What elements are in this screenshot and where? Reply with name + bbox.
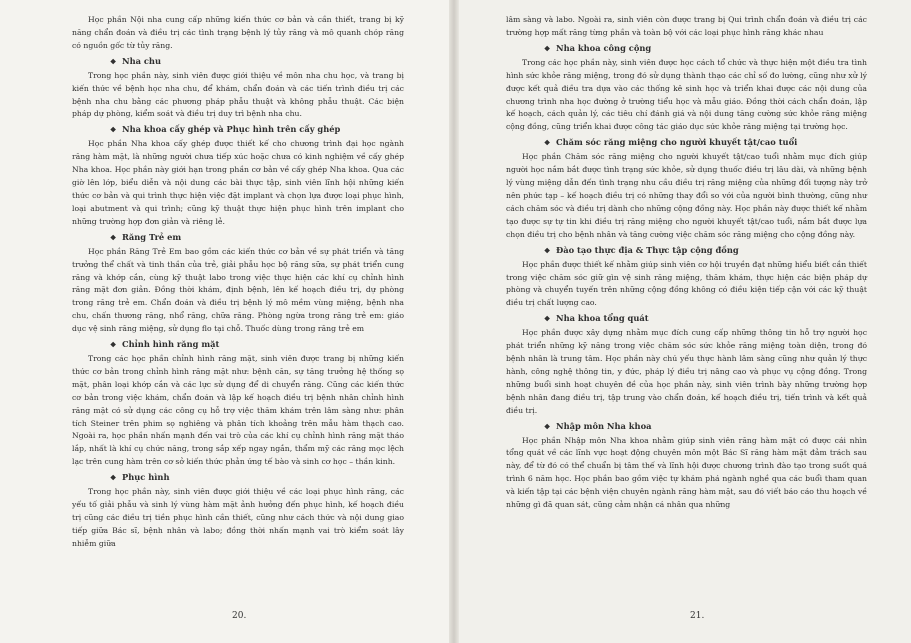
section-heading-rang-tre-em: ❖ Răng Trẻ em (72, 230, 404, 245)
diamond-bullet-icon: ❖ (544, 43, 551, 53)
section-heading-khuyet-tat: ❖ Chăm sóc răng miệng cho người khuyết tật/cao tuổi (506, 135, 867, 150)
diamond-bullet-icon: ❖ (110, 473, 117, 483)
left-intro: Học phần Nội nha cung cấp những kiến thức cơ bản và cần thiết, trang bị kỹ năng chẩn đoán và điều trị các tình trạng bệnh lý tủy răng và mô quanh chóp răng có nguồn gốc từ tủy răng. (72, 15, 404, 50)
section-heading-nha-chu: ❖ Nha chu (72, 54, 404, 69)
left-page (0, 0, 452, 643)
diamond-bullet-icon: ❖ (544, 314, 551, 324)
section-heading-phuc-hinh: ❖ Phục hình (72, 470, 404, 485)
section-body-thuc-dia: Học phần được thiết kế nhằm giúp sinh viên cơ hội truyền đạt những hiểu biết cần thiết trong việc chăm sóc giữ gìn vệ sinh răng miệng, thăm khám, thực hiện các biện pháp dự phòng và chuyển tuyến trên những cộng đồng không có điều kiện tiếp cận với các kỹ thuật điều trị chất lượng cao. (506, 259, 867, 308)
page-number-right: 21. (690, 611, 705, 621)
section-body-cay-ghep: Học phần Nha khoa cấy ghép được thiết kế cho chương trình đại học ngành răng hàm mặt, là những người chưa tiếp xúc hoặc chưa có kinh nghiệm về cấy ghép Nha khoa. Học phần này giới hạn trong phần cơ bản về cấy ghép Nha khoa. Qua các giờ lên lớp, biểu diễn và nội dung các bài thực tập, sinh viên lĩnh hội những kiến thức cơ bản và qui trình thực hiện việc đặt implant và chọn lựa được loại phục hình, loại abutment và qui trình; cũng kỹ thuật thực hiện phục hình trên implant cho những trường hợp đơn giản và riêng lẻ. (72, 139, 404, 226)
section-heading-cong-cong: ❖ Nha khoa công cộng (506, 41, 867, 56)
section-heading-chinh-hinh: ❖ Chỉnh hình răng mặt (72, 337, 404, 352)
section-heading-nhap-mon: ❖ Nhập môn Nha khoa (506, 419, 867, 434)
section-body-cong-cong: Trong các học phần này, sinh viên được học cách tổ chức và thực hiện một điều tra tình hình sức khỏe răng miệng, trong đó sử dụng thành thạo các chỉ số đo lường, cũng như xử lý được kết quả điều tra dựa vào các thống kê sinh học và triển khai được các nội dung của chương trình nha học đường ở trường tiểu học và mẫu giáo. Đồng thời cách chẩn đoán, lập kế hoạch, cách quản lý, các tiêu chí đánh giá và nội dung tăng cường sức khỏe răng miệng cộng đồng, cũng triển khai được công tác giáo dục sức khỏe răng miệng tại trường học. (506, 57, 867, 132)
section-body-nha-chu: Trong học phần này, sinh viên được giới thiệu về môn nha chu học, và trang bị kiến thức về bệnh học nha chu, để khám, chẩn đoán và các tiến trình điều trị các bệnh nha chu bằng các phương pháp phẫu thuật và không phẫu thuật. Các biện pháp dự phòng, kiểm soát và điều trị duy trì bệnh nha chu. (72, 70, 404, 119)
diamond-bullet-icon: ❖ (110, 232, 117, 242)
section-heading-cay-ghep: ❖ Nha khoa cấy ghép và Phục hình trên cấy ghép (72, 122, 404, 137)
right-intro: lâm sàng và labo. Ngoài ra, sinh viên còn được trang bị Qui trình chẩn đoán và điều trị các trường hợp mất răng từng phần và toàn bộ với các loại phục hình răng khác nhau (506, 15, 867, 37)
diamond-bullet-icon: ❖ (110, 125, 117, 135)
section-body-phuc-hinh: Trong học phần này, sinh viên được giới thiệu về các loại phục hình răng, các yếu tố giải phẫu và sinh lý vùng hàm mặt ảnh hưởng đến phục hình, kế hoạch điều trị cũng các điều trị tiền phục hình cần thiết, cũng như cách thức và nội dung giao tiếp giữa Bác sĩ, bệnh nhân và labo; đồng thời nhấn mạnh vai trò kiểm soát lây nhiễm giữa (72, 487, 404, 548)
diamond-bullet-icon: ❖ (544, 245, 551, 255)
section-heading-thuc-dia: ❖ Đào tạo thực địa & Thực tập cộng đồng (506, 243, 867, 258)
right-page (452, 0, 911, 643)
section-body-khuyet-tat: Học phần Chăm sóc răng miệng cho người khuyết tật/cao tuổi nhằm mục đích giúp người học nắm bắt được tình trạng sức khỏe, sử dụng thuốc điều trị lâu dài, và những bệnh lý vùng miệng dẫn đến tình trạng nhu cầu điều trị răng miệng của những đối tượng này trở nên phức tạp – kế hoạch điều trị có những thay đổi so với của người bình thường, cũng như cách chăm sóc và điều trị dành cho những cộng đồng này. Học phần này được thiết kế nhằm tạo được sự tự tin khi điều trị răng miệng cho người khuyết tật/cao tuổi, nắm bắt được lựa chọn điều trị cho bệnh nhân và tăng cường việc chăm sóc răng miệng cho cộng đồng này. (506, 152, 867, 239)
diamond-bullet-icon: ❖ (110, 340, 117, 350)
section-body-rang-tre-em: Học phần Răng Trẻ Em bao gồm các kiến thức cơ bản về sự phát triển và tăng trưởng thể chất và tinh thần của trẻ, giải phẫu học bộ răng sữa, sự phát triển cung răng và khớp cắn, cùng kỹ thuật labo trong việc thực hiện các khí cụ chỉnh hình răng mặt đơn giản. Đồng thời khám, định bệnh, lên kế hoạch điều trị, dự phòng trong răng trẻ em. Chẩn đoán và điều trị bệnh lý mô mềm vùng miệng, bệnh nha chu, chấn thương răng, nhổ răng, chữa răng. Phòng ngừa trong răng trẻ em: giáo dục vệ sinh răng miệng, sử dụng flo tại chỗ. Thuốc dùng trong răng trẻ em (72, 246, 404, 334)
section-body-chinh-hinh: Trong các học phần chỉnh hình răng mặt, sinh viên được trang bị những kiến thức cơ bản trong chỉnh hình răng mặt như: bệnh căn, sự tăng trưởng hệ thống sọ mặt, phân loại khớp cắn và các lực sử dụng để di chuyển răng. Cũng các kiến thức cơ bản trong việc khám, chẩn đoán và lập kế hoạch điều trị bệnh nhân chỉnh hình răng mặt có sử dụng các công cụ hỗ trợ việc thăm khám trên lâm sàng như: phân tích Steiner trên phim sọ nghiêng và phân tích khoảng trên mẫu hàm thạch cao. Ngoài ra, học phần nhấn mạnh đến vai trò của các khí cụ chỉnh hình răng mặt tháo lắp, nhất là khí cụ chức năng, trong sắp xếp ngay ngắn, thẩm mỹ các răng mọc lệch lạc trên cung hàm trên cơ sở kiến thức phản ứng tế bào và sinh cơ học – thần kinh. (72, 354, 404, 467)
book-gutter (449, 0, 459, 643)
page-number-left: 20. (232, 611, 247, 621)
diamond-bullet-icon: ❖ (544, 421, 551, 431)
diamond-bullet-icon: ❖ (544, 138, 551, 148)
section-heading-tong-quat: ❖ Nha khoa tổng quát (506, 311, 867, 326)
section-body-nhap-mon: Học phần Nhập môn Nha khoa nhằm giúp sinh viên răng hàm mặt có được cái nhìn tổng quát về các lĩnh vực hoạt động chuyên môn một Bác Sĩ răng hàm mặt đảm trách sau này, để từ đó có thể chuẩn bị tâm thế và lĩnh hội được chương trình đào tạo trong suốt quá trình 6 năm học. Học phần bao gồm việc tự khám phá ngành nghề qua các buổi tham quan và kiến tập tại các bệnh viện chuyên ngành răng hàm mặt, sau đó viết báo cáo thu hoạch về những gì đã quan sát, cũng cảm nhận cá nhân qua những (506, 435, 867, 510)
section-body-tong-quat: Học phần được xây dựng nhằm mục đích cung cấp những thông tin hỗ trợ người học phát triển những kỹ năng trong việc chăm sóc sức khỏe răng miệng toàn diện, trong đó bệnh nhân là trung tâm. Học phần này chú yếu thực hành lâm sàng cũng như quản lý thực hành, công nghệ thông tin, y đức, pháp lý điều trị nâng cao và phục vụ cộng đồng. Trong những buổi sinh hoạt chuyên đề của học phần này, sinh viên trình bày những trường hợp bệnh nhân đang điều trị, tập trung vào chẩn đoán, kế hoạch điều trị, tiến trình và kết quả điều trị. (506, 328, 867, 415)
diamond-bullet-icon: ❖ (110, 56, 117, 66)
